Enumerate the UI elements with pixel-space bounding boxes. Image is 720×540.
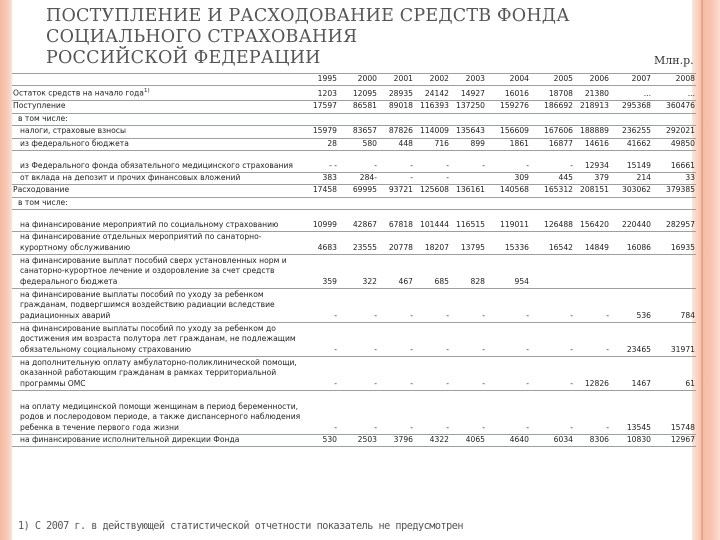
value-cell: - - [302,150,338,172]
value-cell: 137250 [450,101,486,113]
slide-frame-right [692,0,720,540]
value-cell: 15149 [610,150,652,172]
value-cell: 16016 [486,86,530,101]
table-row [12,289,696,323]
table-row [12,391,696,435]
value-cell: 18708 [530,86,574,101]
value-cell: 17458 [302,185,338,197]
value-cell: 31971 [652,323,696,357]
value-cell: - [450,357,486,391]
row-label [12,210,302,232]
year-header: 2007 [610,74,652,86]
value-cell: - [302,289,338,323]
row-label [12,232,302,255]
title-line-3: РОССИЙСКОЙ ФЕДЕРАЦИИ [46,48,321,68]
value-cell: - [378,391,414,435]
row-label [12,435,302,447]
value-cell: 167606 [530,126,574,138]
value-cell: 20778 [378,232,414,255]
value-cell: 186692 [530,101,574,113]
year-header: 1995 [302,74,338,86]
value-cell [414,197,450,209]
value-cell: 93721 [378,185,414,197]
value-cell: 580 [338,138,378,150]
value-cell: 125608 [414,185,450,197]
table-row [12,255,696,289]
value-cell [610,113,652,125]
value-cell: - [414,323,450,357]
year-header: 2001 [378,74,414,86]
value-cell: - [414,172,450,184]
value-cell: 87826 [378,126,414,138]
value-cell [302,197,338,209]
value-cell: 322 [338,255,378,289]
year-header: 2000 [338,74,378,86]
value-cell: 716 [414,138,450,150]
value-cell: 89018 [378,101,414,113]
year-header: 2008 [652,74,696,86]
value-cell: 214 [610,172,652,184]
value-cell: 4322 [414,435,450,447]
value-cell: 1861 [486,138,530,150]
value-cell: 83657 [338,126,378,138]
row-label-text: Остаток средств на начало года [13,88,144,98]
value-cell: 12967 [652,435,696,447]
value-cell: 12826 [574,357,610,391]
value-cell: 379 [574,172,610,184]
value-cell: 899 [450,138,486,150]
footnote-marker: 1) [143,88,150,95]
value-cell: 2503 [338,435,378,447]
value-cell: - [574,289,610,323]
value-cell: 10830 [610,435,652,447]
row-label-text: в том числе: [18,197,68,207]
value-cell: - [414,357,450,391]
row-label [12,150,302,172]
funds-table [12,73,696,447]
value-cell: - [338,150,378,172]
value-cell: - [338,357,378,391]
value-cell: 15336 [486,232,530,255]
value-cell: 18207 [414,232,450,255]
value-cell: 69995 [338,185,378,197]
value-cell: 4683 [302,232,338,255]
value-cell [302,113,338,125]
row-label-text: на финансирование отдельных мероприятий по санаторно-курортному обслуживанию [20,232,262,252]
slide-frame-left [0,0,12,540]
header-label-cell [12,74,302,86]
value-cell: - [486,391,530,435]
value-cell: - [530,391,574,435]
table-row [12,101,696,113]
value-cell: - [414,150,450,172]
value-cell [378,197,414,209]
row-label [12,172,302,184]
value-cell: 220440 [610,210,652,232]
row-label-text: налоги, страховые взносы [20,126,126,136]
value-cell: 67818 [378,210,414,232]
value-cell [574,197,610,209]
value-cell: 116393 [414,101,450,113]
value-cell: 236255 [610,126,652,138]
value-cell: - [338,289,378,323]
value-cell: 309 [486,172,530,184]
value-cell: - [378,357,414,391]
value-cell: - [530,323,574,357]
value-cell [378,113,414,125]
value-cell: - [414,289,450,323]
table-header-row [12,74,696,86]
table-row [12,113,696,125]
row-label-text: на финансирование исполнительной дирекции Фонда [20,435,240,444]
value-cell: 8306 [574,435,610,447]
value-cell: 6034 [530,435,574,447]
row-label [12,126,302,138]
value-cell: - [450,150,486,172]
row-label [12,255,302,289]
year-header: 2002 [414,74,450,86]
value-cell: 303062 [610,185,652,197]
value-cell: 828 [450,255,486,289]
year-header: 2003 [450,74,486,86]
value-cell: 17597 [302,101,338,113]
row-label-text: на финансирование мероприятий по социальному страхованию [20,219,279,229]
row-label-text: на оплату медицинской помощи женщинам в период беременности, родов и послеродовом периоде, а также диспансерного наблюдения ребенка в течение первого года жизни [20,401,301,432]
row-label-text: Расходование [13,185,70,195]
row-label [12,357,302,391]
value-cell: 159276 [486,101,530,113]
value-cell: 292021 [652,126,696,138]
value-cell: - [486,357,530,391]
table-row [12,86,696,101]
value-cell: 3796 [378,435,414,447]
value-cell: 10999 [302,210,338,232]
title-line-2: СОЦИАЛЬНОГО СТРАХОВАНИЯ [46,27,358,47]
value-cell: 685 [414,255,450,289]
row-label-text: Поступление [13,101,66,111]
row-label [12,185,302,197]
value-cell [486,197,530,209]
row-label-text: на финансирование выплат пособий сверх установленных норм и санаторно-курортное лечение и оздоровление за счет средств федерального бюджета [20,255,287,286]
value-cell: 530 [302,435,338,447]
value-cell: 165312 [530,185,574,197]
table-row [12,197,696,209]
table-row [12,150,696,172]
value-cell: 188889 [574,126,610,138]
row-label-text: от вклада на депозит и прочих финансовых вложений [20,172,241,182]
value-cell: 208151 [574,185,610,197]
value-cell: 360476 [652,101,696,113]
value-cell: 1203 [302,86,338,101]
value-cell: 14849 [574,232,610,255]
value-cell: - [302,323,338,357]
year-header: 2006 [574,74,610,86]
value-cell: - [338,391,378,435]
year-header: 2004 [486,74,530,86]
value-cell: 28935 [378,86,414,101]
value-cell: - [414,391,450,435]
value-cell [414,113,450,125]
value-cell: 448 [378,138,414,150]
value-cell: - [486,150,530,172]
row-label [12,289,302,323]
value-cell [610,197,652,209]
title-line-1: ПОСТУПЛЕНИЕ И РАСХОДОВАНИЕ СРЕДСТВ ФОНДА [46,6,570,26]
value-cell: 16877 [530,138,574,150]
table-row [12,185,696,197]
value-cell: 536 [610,289,652,323]
year-header: 2005 [530,74,574,86]
value-cell: 33 [652,172,696,184]
value-cell: - [338,323,378,357]
value-cell [530,197,574,209]
value-cell: 4640 [486,435,530,447]
row-label [12,323,302,357]
value-cell: 156609 [486,126,530,138]
row-label [12,113,302,125]
value-cell: 140568 [486,185,530,197]
value-cell: - [378,323,414,357]
table-row [12,210,696,232]
value-cell: 13545 [610,391,652,435]
footnote: 1) С 2007 г. в действующей статистической отчетности показатель не предусмотрен [18,521,464,532]
value-cell: - [574,323,610,357]
value-cell: - [378,289,414,323]
value-cell: ... [610,86,652,101]
value-cell: 284- [338,172,378,184]
value-cell: 61 [652,357,696,391]
row-label [12,86,302,101]
row-label-text: на дополнительную оплату амбулаторно-поликлинической помощи, оказанной работающим гражданам в рамках территориальной программы ОМС [20,357,297,388]
value-cell: - [450,323,486,357]
value-cell [574,255,610,289]
value-cell: 445 [530,172,574,184]
value-cell: 784 [652,289,696,323]
value-cell: 101444 [414,210,450,232]
table-row [12,323,696,357]
value-cell [338,197,378,209]
value-cell [652,197,696,209]
value-cell: 28 [302,138,338,150]
value-cell [610,255,652,289]
value-cell [450,113,486,125]
row-label-text: в том числе: [18,113,68,123]
value-cell: 15748 [652,391,696,435]
value-cell: - [530,357,574,391]
row-label-text: из Федерального фонда обязательного медицинского страхования [20,160,293,170]
value-cell: 379385 [652,185,696,197]
value-cell: - [302,391,338,435]
value-cell: 467 [378,255,414,289]
value-cell [652,255,696,289]
value-cell: - [486,289,530,323]
value-cell: 954 [486,255,530,289]
value-cell: 16086 [610,232,652,255]
value-cell: - [530,150,574,172]
row-label-text: на финансирование выплаты пособий по уходу за ребенком до достижения им возраста полутора лет гражданам, не подлежащим обязательному социальному страхованию [20,323,296,354]
row-label [12,101,302,113]
value-cell: - [450,391,486,435]
value-cell: - [574,391,610,435]
value-cell: - [378,150,414,172]
value-cell: ... [652,86,696,101]
value-cell: 23555 [338,232,378,255]
value-cell: 13795 [450,232,486,255]
value-cell: 126488 [530,210,574,232]
value-cell [530,113,574,125]
row-label [12,197,302,209]
value-cell: 119011 [486,210,530,232]
value-cell [530,255,574,289]
value-cell: 16542 [530,232,574,255]
value-cell: 14616 [574,138,610,150]
value-cell: 41662 [610,138,652,150]
value-cell [338,113,378,125]
value-cell: 156420 [574,210,610,232]
value-cell: 359 [302,255,338,289]
units-label: Млн.р. [654,54,694,67]
value-cell: 282957 [652,210,696,232]
value-cell: 1467 [610,357,652,391]
value-cell: - [530,289,574,323]
table-row [12,126,696,138]
value-cell: 4065 [450,435,486,447]
value-cell: 21380 [574,86,610,101]
value-cell: 49850 [652,138,696,150]
table-row [12,435,696,447]
value-cell [574,113,610,125]
value-cell: 136161 [450,185,486,197]
row-label [12,391,302,435]
value-cell: 24142 [414,86,450,101]
table-row [12,138,696,150]
value-cell: 295368 [610,101,652,113]
value-cell: 218913 [574,101,610,113]
value-cell: 383 [302,172,338,184]
value-cell: 14927 [450,86,486,101]
table-row [12,357,696,391]
value-cell [450,197,486,209]
value-cell: - [302,357,338,391]
row-label [12,138,302,150]
value-cell [450,172,486,184]
value-cell [652,113,696,125]
row-label-text: из федерального бюджета [20,138,129,148]
value-cell: 16935 [652,232,696,255]
value-cell: 12095 [338,86,378,101]
value-cell: 114009 [414,126,450,138]
value-cell: 12934 [574,150,610,172]
value-cell: 86581 [338,101,378,113]
row-label-text: на финансирование выплаты пособий по уходу за ребенком гражданам, подвергшимся воздействию радиации вследствие радиационных аварий [20,289,275,320]
value-cell: 15979 [302,126,338,138]
value-cell: - [378,172,414,184]
table-row [12,232,696,255]
value-cell: - [450,289,486,323]
value-cell [486,113,530,125]
value-cell: 23465 [610,323,652,357]
page-title [46,6,646,69]
table-row [12,172,696,184]
value-cell: 135643 [450,126,486,138]
value-cell: 16661 [652,150,696,172]
value-cell: 42867 [338,210,378,232]
value-cell: 116515 [450,210,486,232]
value-cell: - [486,323,530,357]
